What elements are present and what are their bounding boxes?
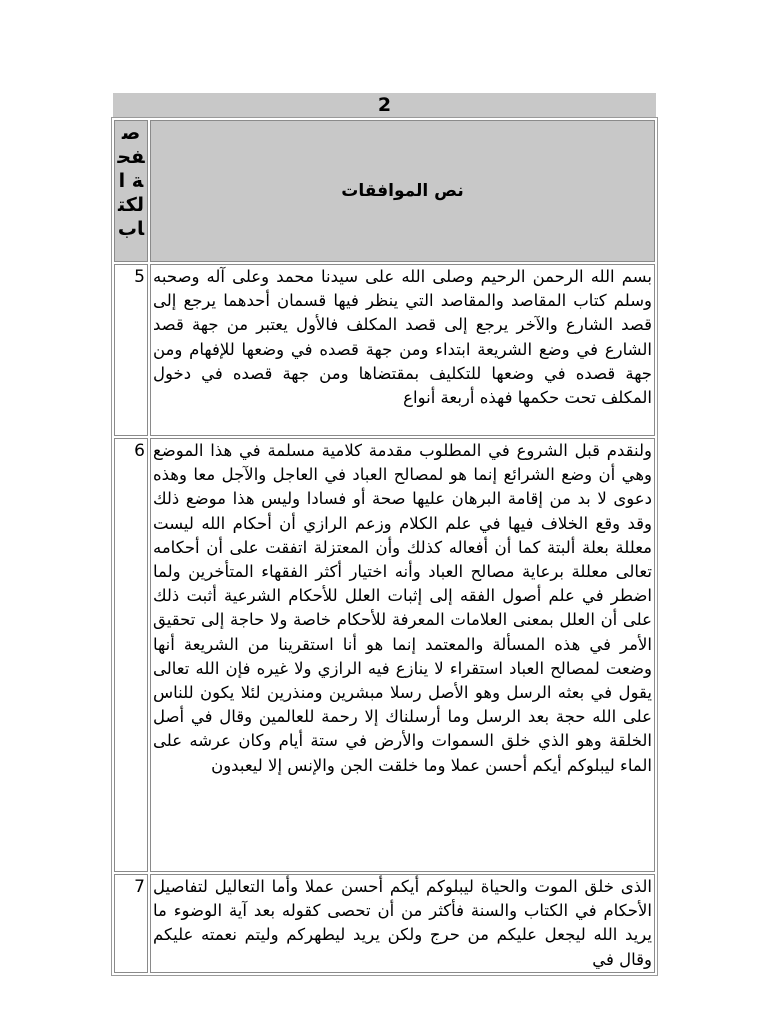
page-number: 2 xyxy=(113,93,656,117)
page-number-cell: 7 xyxy=(114,874,148,973)
document-table xyxy=(111,117,658,976)
text-cell: بسم الله الرحمن الرحيم وصلى الله على سيدنا محمد وعلى آله وصحبه وسلم كتاب المقاصد والمقاصد التي ينظر فيها قسمان أحدهما يرجع إلى قصد الشارع والآخر يرجع إلى قصد المكلف فالأول يعتبر من جهة قصد الشارع في وضع الشريعة ابتداء ومن جهة قصده في وضعها للإفهام ومن جهة قصده في وضعها للتكليف بمقتضاها ومن جهة قصده في دخول المكلف تحت حكمها فهذه أربعة أنواع xyxy=(150,264,655,436)
table-row xyxy=(114,264,655,436)
page-number-cell: 6 xyxy=(114,438,148,872)
table-header-row xyxy=(114,120,655,262)
table-row xyxy=(114,874,655,973)
page-number-cell: 5 xyxy=(114,264,148,436)
text-cell: الذى خلق الموت والحياة ليبلوكم أيكم أحسن عملا وأما التعاليل لتفاصيل الأحكام في الكتاب والسنة فأكثر من أن تحصى كقوله بعد آية الوضوء ما يريد الله ليجعل عليكم من حرج ولكن يريد ليطهركم وليتم نعمته عليكم وقال في xyxy=(150,874,655,973)
text-column-header: نص الموافقات xyxy=(150,120,655,262)
page-column-header: صفحة الكتاب xyxy=(114,120,148,262)
table-row xyxy=(114,438,655,872)
text-cell: ولنقدم قبل الشروع في المطلوب مقدمة كلامية مسلمة في هذا الموضع وهي أن وضع الشرائع إنما هو لمصالح العباد في العاجل والآجل معا وهذه دعوى لا بد من إقامة البرهان عليها صحة أو فسادا وليس هذا موضع ذلك وقد وقع الخلاف فيها في علم الكلام وزعم الرازي أن أحكام الله ليست معللة بعلة ألبتة كما أن أفعاله كذلك وأن المعتزلة اتفقت على أن أحكامه تعالى معللة برعاية مصالح العباد وأنه اختيار أكثر الفقهاء المتأخرين ولما اضطر في علم أصول الفقه إلى إثبات العلل للأحكام الشرعية أثبت ذلك على أن العلل بمعنى العلامات المعرفة للأحكام خاصة ولا حاجة إلى تحقيق الأمر في هذه المسألة والمعتمد إنما هو أنا استقرينا من الشريعة أنها وضعت لمصالح العباد استقراء لا ينازع فيه الرازي ولا غيره فإن الله تعالى يقول في بعثه الرسل وهو الأصل رسلا مبشرين ومنذرين لئلا يكون للناس على الله حجة بعد الرسل وما أرسلناك إلا رحمة للعالمين وقال في أصل الخلقة وهو الذي خلق السموات والأرض في ستة أيام وكان عرشه على الماء ليبلوكم أيكم أحسن عملا وما خلقت الجن والإنس إلا ليعبدون xyxy=(150,438,655,872)
